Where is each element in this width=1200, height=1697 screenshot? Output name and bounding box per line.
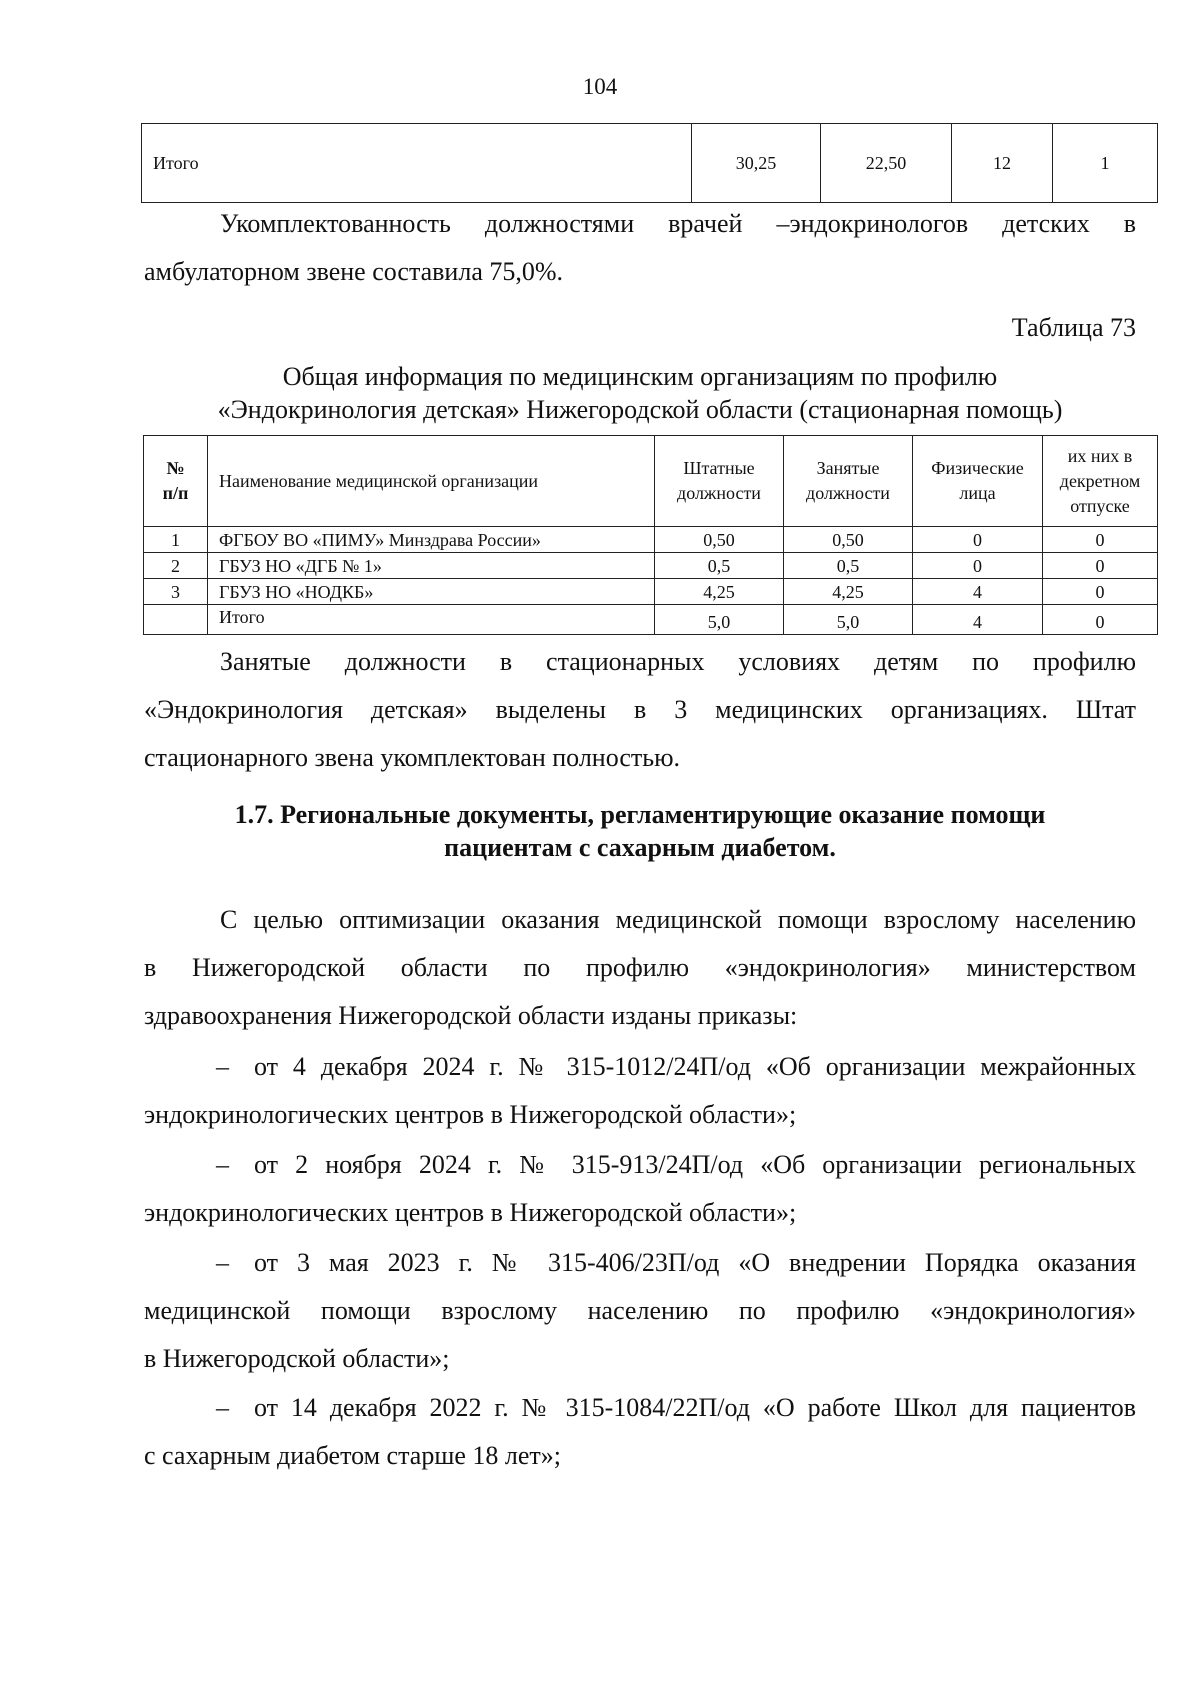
- row-number: 3: [144, 579, 208, 605]
- total-value: 30,25: [692, 124, 821, 203]
- order-item: [144, 1141, 1136, 1237]
- maternity-leave: 0: [1043, 527, 1158, 553]
- organization-name: ГБУЗ НО «ДГБ № 1»: [208, 553, 655, 579]
- header-number: № п/п: [144, 436, 208, 527]
- organization-name: ГБУЗ НО «НОДКБ»: [208, 579, 655, 605]
- total-label: Итого: [142, 124, 692, 203]
- table-number: Таблица 73: [1011, 313, 1136, 342]
- row-number: [144, 605, 208, 635]
- header-maternity-leave: их них в декретном отпуске: [1043, 436, 1158, 527]
- occupied-positions: 0,50: [784, 527, 913, 553]
- occupied-positions: 0,5: [784, 553, 913, 579]
- caption-line: Общая информация по медицинским организациям по профилю: [282, 362, 998, 391]
- summary-table: [141, 123, 1158, 203]
- text-line: амбулаторном звене составила 75,0%.: [144, 257, 564, 286]
- individuals: 4: [913, 605, 1043, 635]
- row-number: 2: [144, 553, 208, 579]
- dash-marker: –: [216, 1052, 229, 1081]
- dash-marker: –: [216, 1150, 229, 1179]
- dash-marker: –: [216, 1248, 229, 1277]
- organization-name: ФГБОУ ВО «ПИМУ» Минздрава России»: [208, 527, 655, 553]
- table-caption: [144, 360, 1136, 426]
- text-line: в Нижегородской области»;: [144, 1344, 450, 1373]
- text-line: от 14 декабря 2022 г. № 315-1084/22П/од «О работе Школ для пациентов: [254, 1393, 1136, 1422]
- text-line: «Эндокринология детская» выделены в 3 медицинских организациях. Штат: [144, 695, 1136, 724]
- staff-positions: 0,50: [655, 527, 784, 553]
- maternity-leave: 0: [1043, 579, 1158, 605]
- occupied-positions: 4,25: [784, 579, 913, 605]
- text-line: от 3 мая 2023 г. № 315-406/23П/од «О внедрении Порядка оказания: [254, 1248, 1136, 1277]
- maternity-leave: 0: [1043, 605, 1158, 635]
- dash-marker: –: [216, 1393, 229, 1422]
- staff-positions: 4,25: [655, 579, 784, 605]
- header-staff-positions: Штатные должности: [655, 436, 784, 527]
- section-heading: [144, 798, 1136, 864]
- header-organization: Наименование медицинской организации: [208, 436, 655, 527]
- intro-paragraph: [144, 896, 1136, 1040]
- maternity-leave: 0: [1043, 553, 1158, 579]
- organizations-table: [143, 435, 1158, 635]
- text-line: в Нижегородской области по профилю «эндокринология» министерством: [144, 953, 1136, 982]
- table-row: [144, 553, 1158, 579]
- table-row: [144, 527, 1158, 553]
- individuals: 0: [913, 527, 1043, 553]
- individuals: 4: [913, 579, 1043, 605]
- table-row: [142, 124, 1158, 203]
- order-item: [144, 1384, 1136, 1480]
- heading-line: пациентам с сахарным диабетом.: [444, 833, 836, 862]
- page-number: 104: [582, 74, 618, 99]
- order-item: [144, 1043, 1136, 1139]
- text-line: от 4 декабря 2024 г. № 315-1012/24П/од «Об организации межрайонных: [254, 1052, 1136, 1081]
- table-total-row: [144, 605, 1158, 635]
- staff-positions: 5,0: [655, 605, 784, 635]
- text-line: медицинской помощи взрослому населению по профилю «эндокринология»: [144, 1296, 1136, 1325]
- text-line: Укомплектованность должностями врачей –эндокринологов детских в: [220, 209, 1136, 238]
- text-line: здравоохранения Нижегородской области изданы приказы:: [144, 1001, 798, 1030]
- individuals: 0: [913, 553, 1043, 579]
- total-value: 1: [1053, 124, 1158, 203]
- text-line: стационарного звена укомплектован полностью.: [144, 743, 681, 772]
- text-line: эндокринологических центров в Нижегородской области»;: [144, 1198, 797, 1227]
- order-item: [144, 1239, 1136, 1383]
- inpatient-paragraph: [144, 638, 1136, 782]
- total-value: 12: [952, 124, 1053, 203]
- table-header-row: [144, 436, 1158, 527]
- total-value: 22,50: [821, 124, 952, 203]
- staffing-paragraph: [144, 200, 1136, 296]
- heading-line: 1.7. Региональные документы, регламентирующие оказание помощи: [234, 800, 1046, 829]
- row-number: 1: [144, 527, 208, 553]
- text-line: эндокринологических центров в Нижегородской области»;: [144, 1100, 797, 1129]
- text-line: С целью оптимизации оказания медицинской помощи взрослому населению: [220, 905, 1136, 934]
- text-line: Занятые должности в стационарных условиях детям по профилю: [220, 647, 1136, 676]
- text-line: с сахарным диабетом старше 18 лет»;: [144, 1441, 561, 1470]
- header-individuals: Физические лица: [913, 436, 1043, 527]
- total-label: Итого: [208, 605, 655, 635]
- staff-positions: 0,5: [655, 553, 784, 579]
- header-occupied-positions: Занятые должности: [784, 436, 913, 527]
- caption-line: «Эндокринология детская» Нижегородской области (стационарная помощь): [217, 395, 1063, 424]
- text-line: от 2 ноября 2024 г. № 315-913/24П/од «Об организации региональных: [254, 1150, 1136, 1179]
- table-row: [144, 579, 1158, 605]
- occupied-positions: 5,0: [784, 605, 913, 635]
